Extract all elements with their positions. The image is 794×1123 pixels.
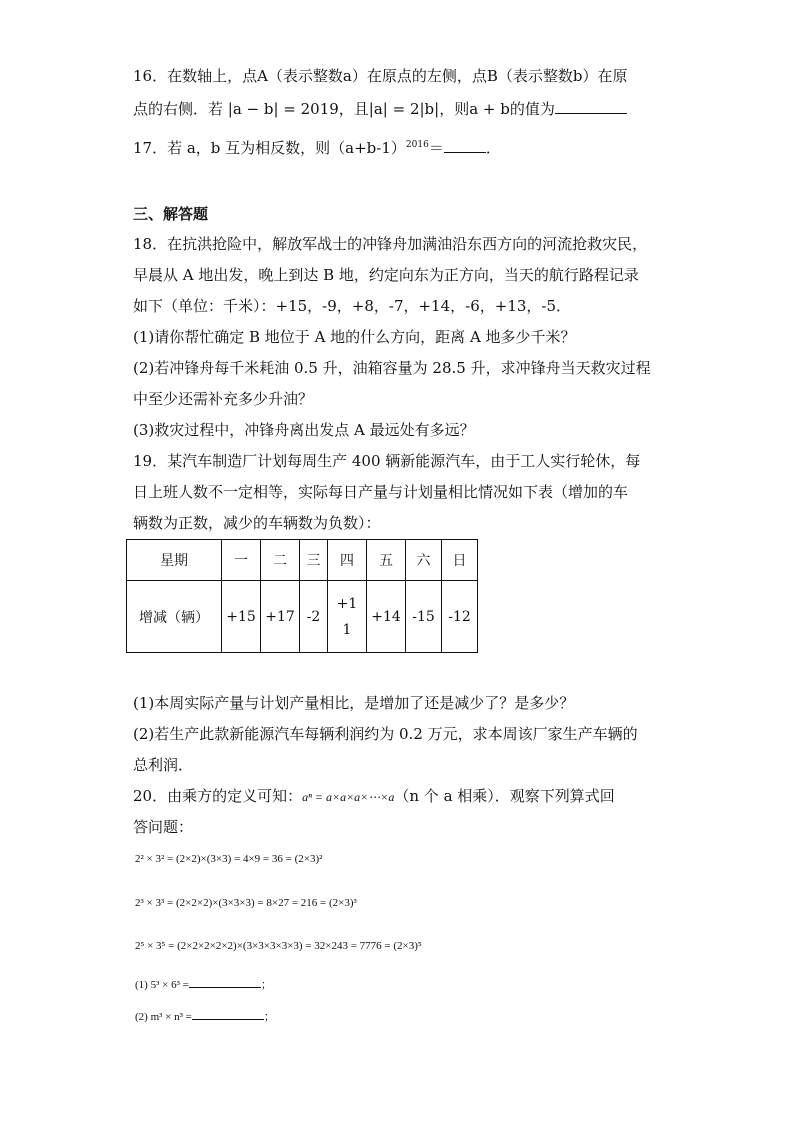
q16-line2	[133, 99, 627, 119]
q18-part2b: 中至少还需补充多少升油？	[133, 390, 314, 408]
q18-line3: 如下（单位：千米）：+15，-9，+8，-7，+14，-6，+13，-5．	[133, 297, 572, 315]
q20-answer-2	[135, 1008, 275, 1024]
q20-answer-2-semicolon: ；	[263, 1011, 275, 1023]
q19-part1: (1)本周实际产量与计划产量相比，是增加了还是减少了？是多少？	[133, 694, 575, 712]
q17-text: 17．若 a，b 互为相反数，则（a+b-1）	[133, 139, 406, 157]
value-cell-tue: +17	[261, 581, 300, 653]
q20-answer-1	[135, 976, 272, 992]
question-17	[133, 135, 501, 158]
section-heading: 三、解答题	[133, 205, 209, 223]
q20-line1-lead: 20．由乘方的定义可知：	[133, 787, 303, 805]
production-table	[126, 539, 478, 653]
value-cell-sun: -12	[442, 581, 478, 653]
q20-equation-2: 2³ × 3³ = (2×2×2)×(3×3×3) = 8×27 = 216 = (2×3)³	[135, 897, 357, 909]
q16-line2-text: 点的右侧．若 |a − b| = 2019，且|a| = 2|b|，则a + b的值为	[133, 100, 555, 118]
row-label-cell: 增减（辆）	[127, 581, 222, 653]
q20-equation-3: 2⁵ × 3⁵ = (2×2×2×2×2)×(3×3×3×3×3) = 32×243 = 7776 = (2×3)⁵	[135, 940, 422, 952]
q18-line2: 早晨从 A 地出发，晚上到达 B 地，约定向东为正方向，当天的航行路程记录	[133, 266, 639, 284]
value-cell-sat: -15	[406, 581, 442, 653]
header-cell-wed: 三	[300, 540, 328, 581]
q20-equation-1: 2² × 3² = (2×2)×(3×3) = 4×9 = 36 = (2×3)²	[135, 853, 323, 865]
value-cell-mon: +15	[222, 581, 261, 653]
table-header-row	[127, 540, 478, 581]
header-cell-sat: 六	[406, 540, 442, 581]
q18-part2a: (2)若冲锋舟每千米耗油 0.5 升，油箱容量为 28.5 升，求冲锋舟当天救灾过程	[133, 359, 651, 377]
q17-equals: ＝	[428, 139, 444, 157]
table-value-row	[127, 581, 478, 653]
q16-answer-blank	[555, 99, 627, 114]
q18-part3: (3)救灾过程中，冲锋舟离出发点 A 最远处有多远？	[133, 421, 475, 439]
q20-line1	[133, 786, 615, 807]
header-cell-weekday: 星期	[127, 540, 222, 581]
q17-period: ．	[485, 139, 501, 157]
value-cell-thu-bottom: 1	[342, 621, 352, 638]
q20-answer-1-semicolon: ；	[260, 979, 272, 991]
q20-answer-2-blank	[192, 1008, 264, 1020]
value-cell-fri: +14	[367, 581, 406, 653]
q18-part1: (1)请你帮忙确定 B 地位于 A 地的什么方向，距离 A 地多少千米？	[133, 328, 576, 346]
q16-line1: 16．在数轴上，点A（表示整数a）在原点的左侧，点B（表示整数b）在原	[133, 67, 628, 85]
header-cell-sun: 日	[442, 540, 478, 581]
header-cell-mon: 一	[222, 540, 261, 581]
q19-line1: 19．某汽车制造厂计划每周生产 400 辆新能源汽车，由于工人实行轮休，每	[133, 452, 641, 470]
header-cell-thu: 四	[328, 540, 367, 581]
q19-line2: 日上班人数不一定相等，实际每日产量与计划量相比情况如下表（增加的车	[133, 483, 629, 501]
q19-part2a: (2)若生产此款新能源汽车每辆利润约为 0.2 万元，求本周该厂家生产车辆的	[133, 725, 638, 743]
q19-part2b: 总利润．	[133, 756, 194, 774]
q20-line2: 答问题：	[133, 818, 194, 836]
q18-line1: 18．在抗洪抢险中，解放军战士的冲锋舟加满油沿东西方向的河流抢救灾民，	[133, 235, 648, 253]
q17-answer-blank	[444, 138, 486, 153]
q20-power-definition: aⁿ = a×a×a×⋯×a	[302, 790, 395, 804]
q20-line1-tail: （n 个 a 相乘）．观察下列算式回	[394, 787, 615, 805]
q20-answer-1-text: (1) 5³ × 6³ =	[135, 979, 189, 991]
q17-exponent: 2016	[405, 140, 429, 150]
value-cell-thu	[328, 581, 367, 653]
header-cell-fri: 五	[367, 540, 406, 581]
header-cell-tue: 二	[261, 540, 300, 581]
value-cell-thu-top: +1	[336, 595, 358, 612]
q20-answer-2-text: (2) m³ × n³ =	[135, 1011, 192, 1023]
q20-answer-1-blank	[189, 976, 261, 988]
q19-line3: 辆数为正数，减少的车辆数为负数）：	[133, 514, 381, 532]
value-cell-wed: -2	[300, 581, 328, 653]
